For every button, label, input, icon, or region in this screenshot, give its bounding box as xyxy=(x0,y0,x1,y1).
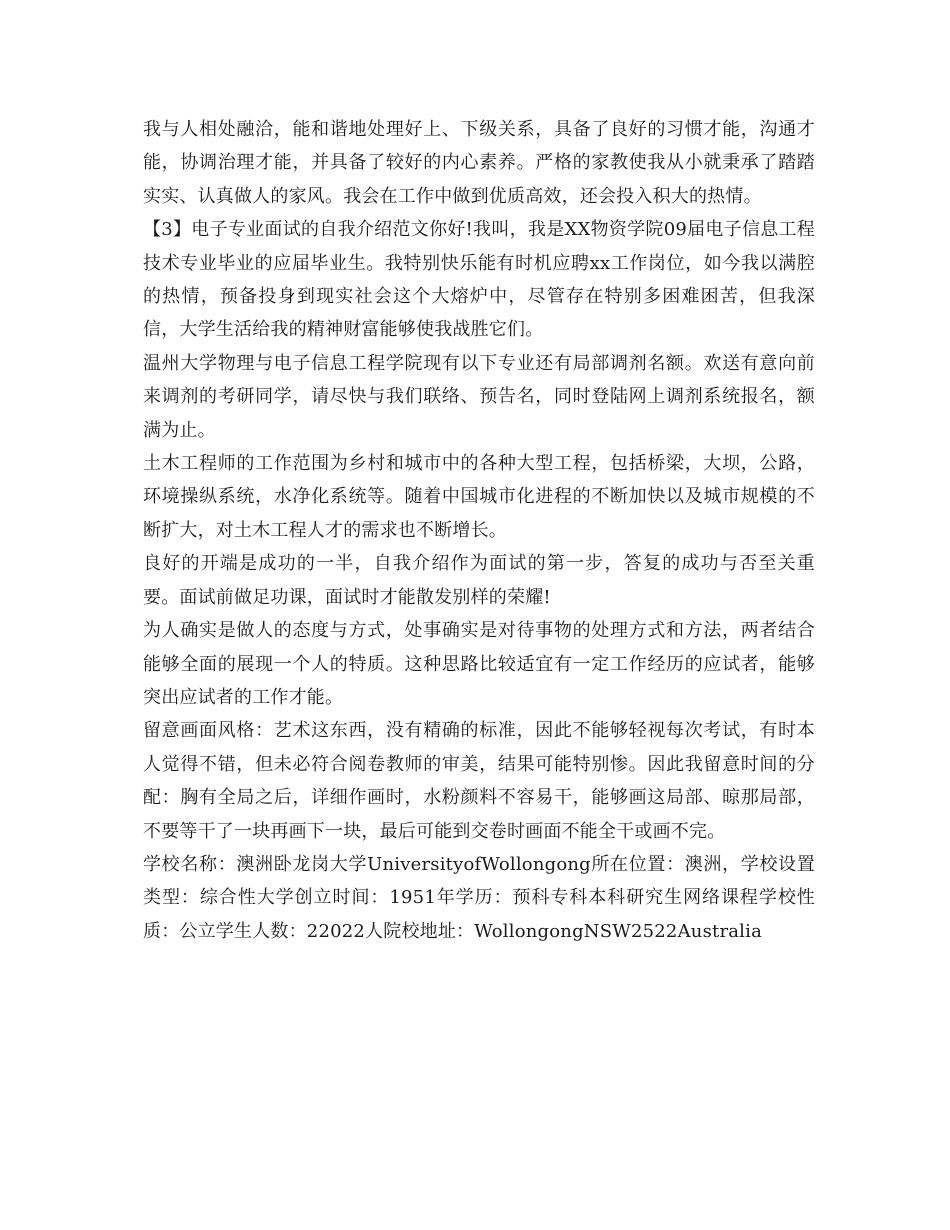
paragraph-painting-style: 留意画面风格：艺术这东西，没有精确的标准，因此不能够轻视每次考试，有时本人觉得不错，但未必符合阅卷教师的审美，结果可能特别惨。因此我留意时间的分配：胸有全局之后，详细作画时，水粉颜料不容易干，能够画这局部、晾那局部，不要等干了一块再画下一块，最后可能到交卷时画面不能全干或画不完。 xyxy=(143,720,815,842)
paragraph-character: 为人确实是做人的态度与方式，处事确实是对待事物的处理方式和方法，两者结合能够全面的展现一个人的特质。这种思路比较适宜有一定工作经历的应试者，能够突出应试者的工作才能。 xyxy=(143,620,815,708)
paragraph-wenzhou-university: 温州大学物理与电子信息工程学院现有以下专业还有局部调剂名额。欢送有意向前来调剂的考研同学，请尽快与我们联络、预告名，同时登陆网上调剂系统报名，额满为止。 xyxy=(143,352,815,441)
paragraph-electronics-intro: 【3】电子专业面试的自我介绍范文你好!我叫，我是XX物资学院09届电子信息工程技术专业毕业的应届毕业生。我特别快乐能有时机应聘xx工作岗位，如今我以满腔的热情，预备投身到现实社会这个大熔炉中，尽管存在特别多困难困苦，但我深信，大学生活给我的精神财富能够使我战胜它们。 xyxy=(143,219,815,341)
paragraph-good-start: 良好的开端是成功的一半，自我介绍作为面试的第一步，答复的成功与否至关重要。面试前做足功课，面试时才能散发别样的荣耀! xyxy=(143,553,815,608)
document-body xyxy=(143,113,815,948)
paragraph-school-info: 学校名称：澳洲卧龙岗大学UniversityofWollongong所在位置：澳洲，学校设置类型：综合性大学创立时间：1951年学历：预科专科本科研究生网络课程学校性质：公立学生人数：22022人院校地址：WollongongNSW2522Australia xyxy=(143,853,815,942)
paragraph-civil-engineer: 土木工程师的工作范围为乡村和城市中的各种大型工程，包括桥梁，大坝，公路，环境操纵系统，水净化系统等。随着中国城市化进程的不断加快以及城市规模的不断扩大，对土木工程人才的需求也不断增长。 xyxy=(143,453,815,541)
paragraph-teamwork: 我与人相处融洽，能和谐地处理好上、下级关系，具备了良好的习惯才能，沟通才能，协调治理才能，并具备了较好的内心素养。严格的家教使我从小就秉承了踏踏实实、认真做人的家风。我会在工作中做到优质高效，还会投入积大的热情。 xyxy=(143,119,815,207)
